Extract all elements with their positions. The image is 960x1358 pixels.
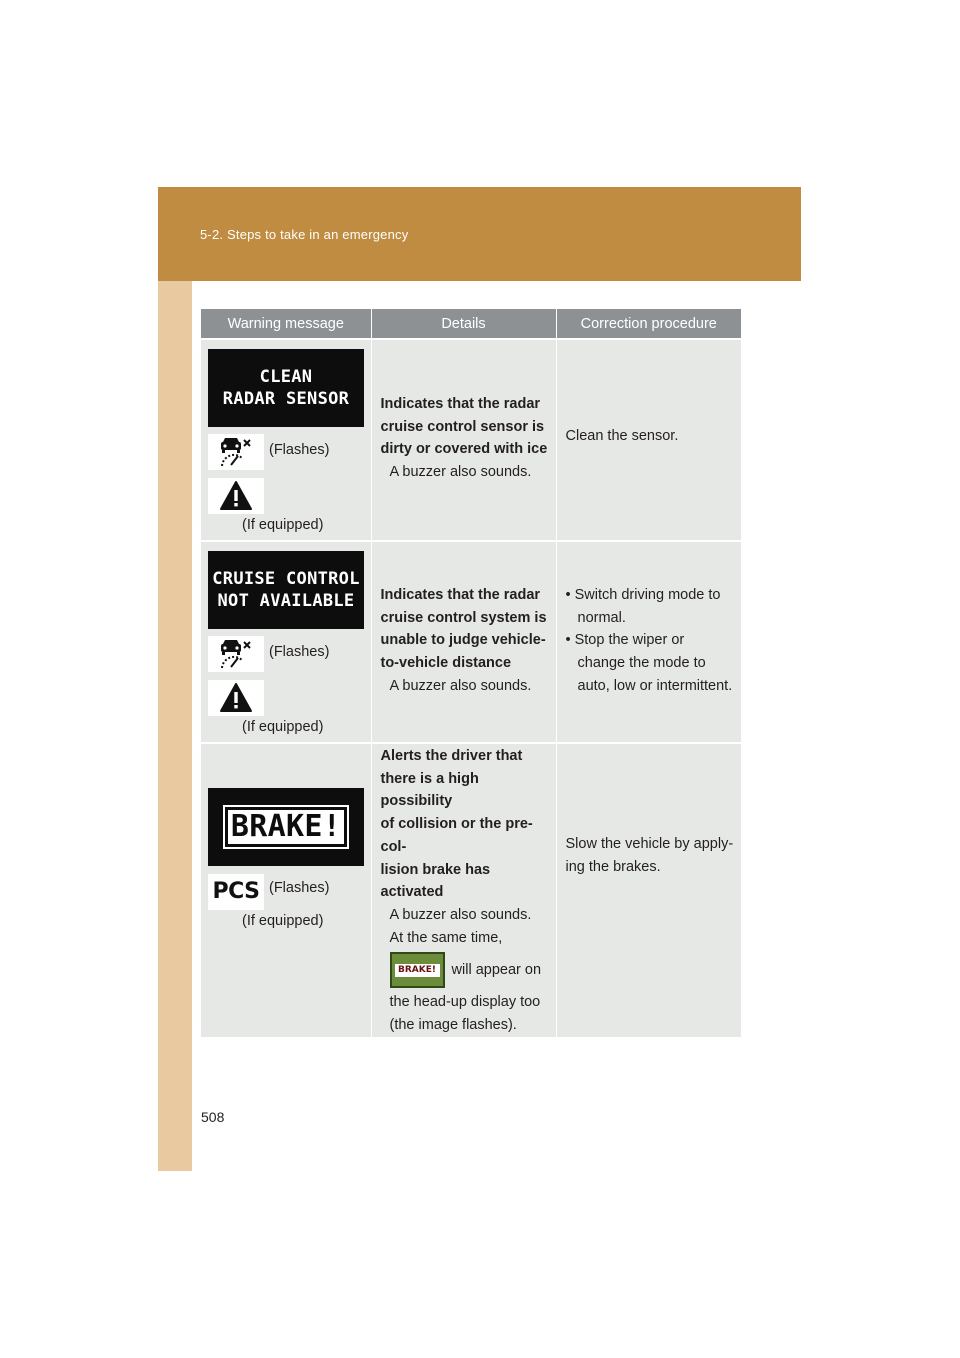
display-brake: BRAKE! <box>208 788 364 866</box>
warning-table <box>201 309 741 1037</box>
flashes-label: (Flashes) <box>269 880 330 896</box>
display-clean-radar-sensor: CLEAN RADAR SENSOR <box>208 349 364 427</box>
warning-triangle-icon <box>208 478 264 514</box>
warning-message-cell <box>201 541 371 743</box>
flashes-label: (Flashes) <box>269 442 330 458</box>
display-cruise-control-not-available: CRUISE CONTROL NOT AVAILABLE <box>208 551 364 629</box>
warning-message-cell <box>201 743 371 1037</box>
correction-cell: Slow the vehicle by apply- ing the brakes. <box>556 743 741 1037</box>
table-row <box>201 743 741 1037</box>
column-header: Details <box>371 309 556 339</box>
details-cell: Alerts the driver that there is a high possibility of collision or the pre-col- lision brake has activated A buzzer also sounds. At the same time, BRAKE! will appear on the head-up display too (the image flashes). <box>371 743 556 1037</box>
list-item: • Stop the wiper or change the mode to auto, low or intermittent. <box>565 632 733 694</box>
table-header-row <box>201 309 741 339</box>
column-header: Warning message <box>201 309 371 339</box>
details-cell: Indicates that the radar cruise control sensor is dirty or covered with ice A buzzer also sounds. <box>371 339 556 541</box>
page-number: 508 <box>201 1109 225 1125</box>
warning-triangle-icon <box>208 680 264 716</box>
column-header: Correction procedure <box>556 309 741 339</box>
section-title: 5-2. Steps to take in an emergency <box>200 227 409 242</box>
correction-cell: Clean the sensor. <box>556 339 741 541</box>
hud-brake-icon: BRAKE! <box>390 952 445 988</box>
details-cell: Indicates that the radar cruise control system is unable to judge vehicle- to-vehicle distance A buzzer also sounds. <box>371 541 556 743</box>
radar-cruise-icon <box>208 636 264 672</box>
if-equipped-label: (If equipped) <box>242 719 324 735</box>
if-equipped-label: (If equipped) <box>242 517 324 533</box>
if-equipped-label: (If equipped) <box>242 913 324 929</box>
list-item: • Switch driving mode to normal. <box>565 587 721 626</box>
warning-message-cell <box>201 339 371 541</box>
radar-cruise-icon <box>208 434 264 470</box>
correction-cell <box>556 541 741 743</box>
table-row <box>201 339 741 541</box>
pcs-icon: PCS <box>208 874 264 910</box>
table-row <box>201 541 741 743</box>
flashes-label: (Flashes) <box>269 644 330 660</box>
side-band <box>158 281 192 1171</box>
